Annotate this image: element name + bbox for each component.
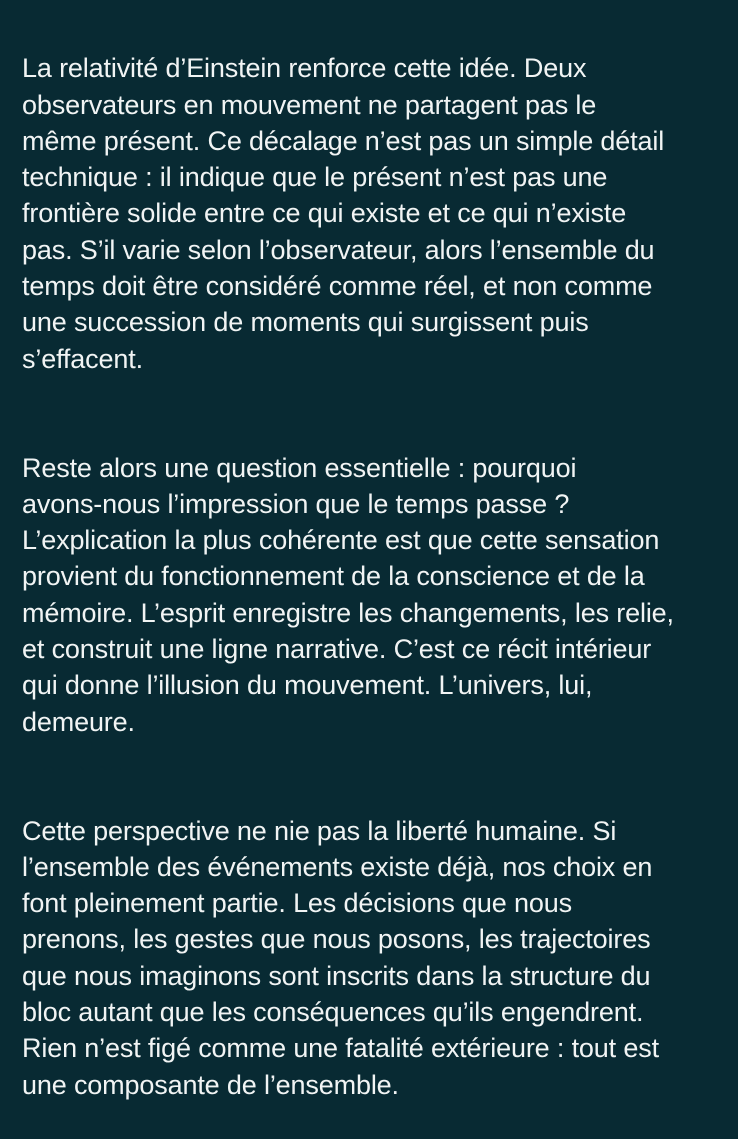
message-paragraph-time-perception: Reste alors une question essentielle : pourquoi avons-nous l’impression que le temps passe ? L’explication la plus cohérente est que cette sensation provient du fonctionnement de la conscience et de la mémoire. L’esprit enregistre les changements, les relie, et construit une ligne narrative. C’est ce récit intérieur qui donne l’illusion du mouvement. L’univers, lui, demeure. (22, 452, 674, 737)
message-paragraph-human-freedom: Cette perspective ne nie pas la liberté humaine. Si l’ensemble des événements existe déjà, nos choix en font pleinement partie. Les décisions que nous prenons, les gestes que nous posons, les trajectoires que nous imaginons sont inscrits dans la structure du bloc autant que les conséquences qu’ils engendrent. Rien n’est figé comme une fatalité extérieure : tout est une composante de l’ensemble. (22, 815, 659, 1100)
message-paragraph-relativity: La relativité d’Einstein renforce cette idée. Deux observateurs en mouvement ne partagent pas le même présent. Ce décalage n’est pas un simple détail technique : il indique que le présent n’est pas une frontière solide entre ce qui existe et ce qui n’existe pas. S’il varie selon l’observateur, alors l’ensemble du temps doit être considéré comme réel, et non comme une succession de moments qui surgissent puis s’effacent. (22, 53, 665, 374)
message-body (22, 14, 716, 1139)
